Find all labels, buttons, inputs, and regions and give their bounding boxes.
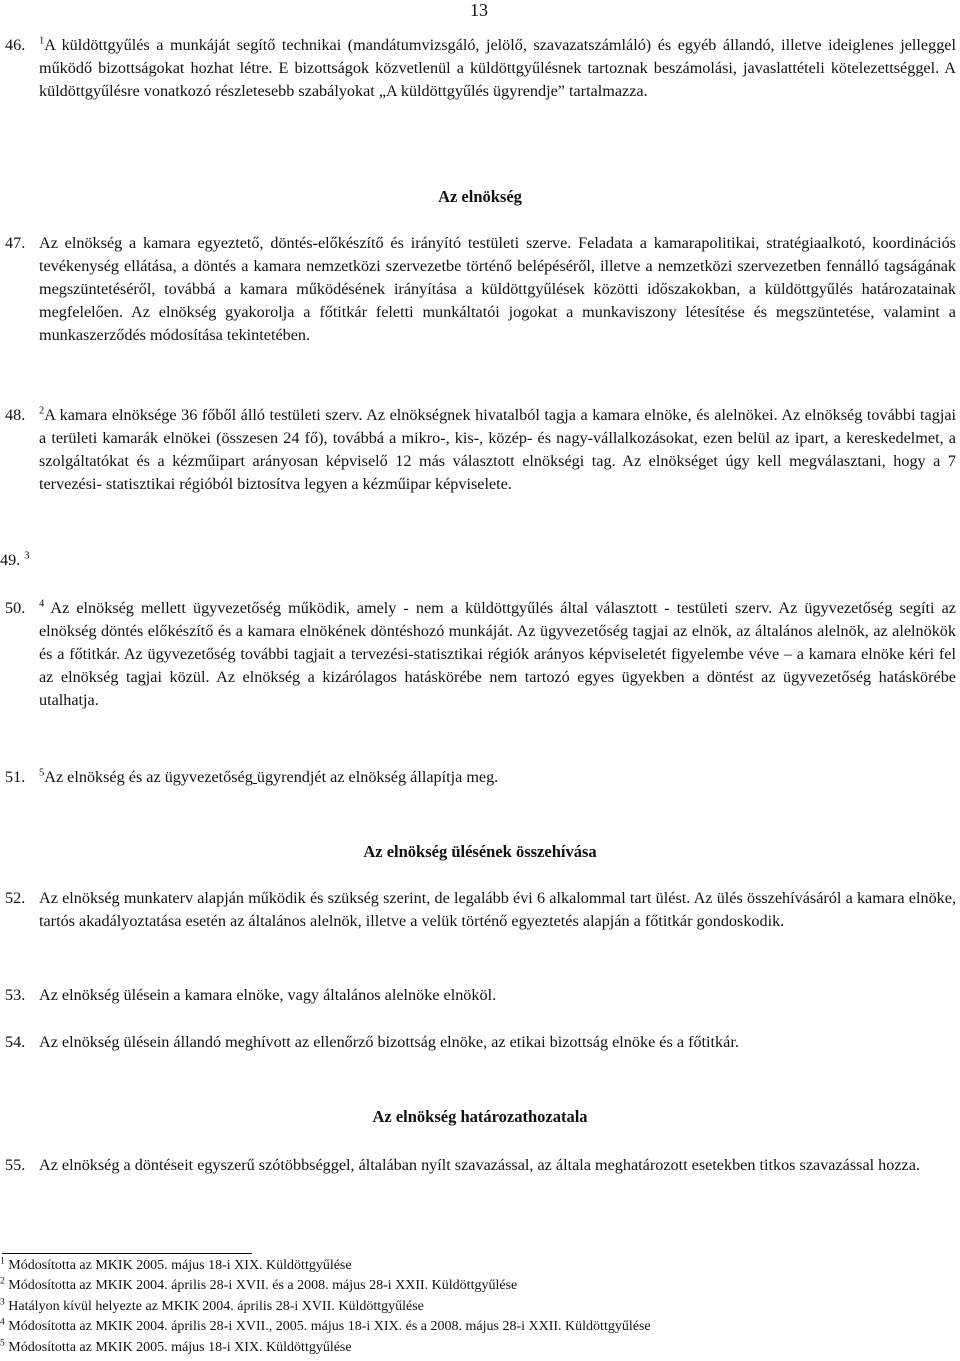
section-heading-hatarozathozatal: Az elnökség határozathozatala [372, 1107, 588, 1126]
paragraph-number: 50. [5, 599, 26, 617]
paragraph-text: A küldöttgyűlés a munkáját segítő technikai (mandátumvizsgáló, jelölő, szavazatszámláló) és egyéb állandó, illetve ideiglenes jelleggel működő bizottságokat hozhat létre. E bizottságok közvetlenül a küldöttgyűlésnek tartoznak beszámolási, javaslattételi kötelezettséggel. A küldöttgyűlésre vonatkozó részletesebb szabályokat „A küldöttgyűlés ügyrendje” tartalmazza. [39, 36, 956, 100]
paragraph-51 [5, 766, 956, 789]
footnote: $^4$ Módosította az MKIK 2004. április 28-i XVII., 2005. május 18-i XIX. és a 2008. május 28-i XXII. Küldöttgyűlése [0, 1317, 651, 1335]
paragraph-48 [5, 404, 956, 496]
footnote: $^2$ Módosította az MKIK 2004. április 28-i XVII. és a 2008. május 28-i XXII. Küldöttgyűlése [0, 1276, 518, 1294]
paragraph-text: Az elnökség a kamara egyeztető, döntés-előkészítő és irányító testületi szerve. Feladata a kamarapolitikai, stratégiaalkotó, koordinációs tevékenység ellátása, a döntés a kamara nemzetközi szervezetbe történő belépéséről, illetve a nemzetközi szervezetben fennálló tagságának megszüntetéséről, továbbá a kamara működésének irányítása a küldöttgyűlések közötti időszakokban, a küldöttgyűlés határozatainak megfelelően. Az elnökség gyakorolja a főtitkár feletti munkáltatói jogokat a munkaviszony létesítése és megszüntetése, valamint a munkaszerződés módosítása tekintetében. [39, 234, 956, 344]
paragraph-number: 52. [5, 889, 26, 907]
paragraph-text: Az elnökség munkaterv alapján működik és szükség szerint, de legalább évi 6 alkalommal tart ülést. Az ülés összehívásáról a kamara elnöke, tartós akadályoztatása esetén az általános alelnök, illetve a velük történő egyeztetés alapján a főtitkár gondoskodik. [39, 889, 956, 930]
paragraph-50 [5, 597, 956, 712]
footnote: $^1$ Módosította az MKIK 2005. május 18-i XIX. Küldöttgyűlése [0, 1256, 352, 1273]
section-heading-osszehivas: Az elnökség ülésének összehívása [363, 842, 597, 861]
paragraph-number: 47. [5, 234, 26, 252]
section-heading-elnokseg: Az elnökség [438, 187, 522, 206]
paragraph-54 [5, 1031, 956, 1054]
footnote-ref: 2 [39, 405, 45, 417]
footnote-separator [2, 1253, 252, 1254]
paragraph-number: 54. [5, 1033, 26, 1051]
paragraph-text-continued: ügyrendjét az elnökség állapítja meg. [256, 768, 499, 786]
page-number: 13 [470, 0, 488, 20]
paragraph-number: 51. [5, 768, 26, 786]
footnote: $^3$ Hatályon kívül helyezte az MKIK 2004. április 28-i XVII. Küldöttgyűlése [0, 1297, 424, 1314]
paragraph-number: 49. $^3$ [0, 550, 30, 569]
paragraph-text: Az elnökség a döntéseit egyszerű szótöbbséggel, általában nyílt szavazással, az általa meghatározott esetekben titkos szavazással hozza. [39, 1156, 920, 1174]
footnotes [0, 1256, 651, 1358]
paragraph-text: Az elnökség mellett ügyvezetőség működik, amely - nem a küldöttgyűlés által választott - testületi szerv. Az ügyvezetőség segíti az elnökség döntés előkészítő és a kamara elnökének döntéshozó munkáját. Az ügyvezetőség tagjai az elnök, az általános alelnök, az alelnökök és a főtitkár. Az ügyvezetőség további tagjait a tervezési-statisztikai régiók arányos képviseletét figyelembe véve – a kamara elnöke kéri fel az elnökség tagjai közül. Az elnökség a kizárólagos hatáskörébe nem tartozó egyes ügyekben a döntést az ügyvezetőség hatáskörébe utalhatja. [39, 599, 956, 709]
paragraph-number: 55. [5, 1156, 26, 1174]
paragraph-text: Az elnökség ülésein állandó meghívott az ellenőrző bizottság elnöke, az etikai bizottság elnöke és a főtitkár. [39, 1033, 739, 1051]
paragraph-52 [5, 887, 956, 933]
paragraph-text: Az elnökség ülésein a kamara elnöke, vagy általános alelnöke elnököl. [39, 986, 497, 1004]
paragraph-text: A kamara elnöksége 36 főből álló testületi szerv. Az elnökségnek hivatalból tagja a kamara elnöke, és alelnökei. Az elnökség további tagjai a területi kamarák elnökei (összesen 24 fő), továbbá a mikro-, kis-, közép- és nagy-vállalkozásokat, ezen belül az ipart, a kereskedelmet, a szolgáltatókat és a kézműipart arányosan képviselő 12 más választott elnökségi tag. Az elnökséget úgy kell megválasztani, hogy a 7 tervezési- statisztikai régióból biztosítva legyen a kézműipar képviselete. [39, 406, 956, 493]
paragraph-number: 48. [5, 406, 26, 424]
paragraph-46 [5, 34, 956, 103]
footnote-ref: 1 [39, 35, 45, 47]
paragraph-number: 46. [5, 36, 26, 54]
footnote-ref: 4 [39, 598, 45, 610]
paragraph-47 [5, 232, 956, 347]
footnote: $^5$ Módosította az MKIK 2005. május 18-i XIX. Küldöttgyűlése [0, 1337, 352, 1355]
paragraph-number: 53. [5, 986, 26, 1004]
footnote-ref: 5 [39, 767, 45, 779]
paragraph-55 [5, 1154, 956, 1177]
footnote-ref: 3 [24, 550, 30, 562]
paragraph-53 [5, 984, 956, 1007]
paragraph-text: Az elnökség és az ügyvezetőség [44, 768, 253, 786]
